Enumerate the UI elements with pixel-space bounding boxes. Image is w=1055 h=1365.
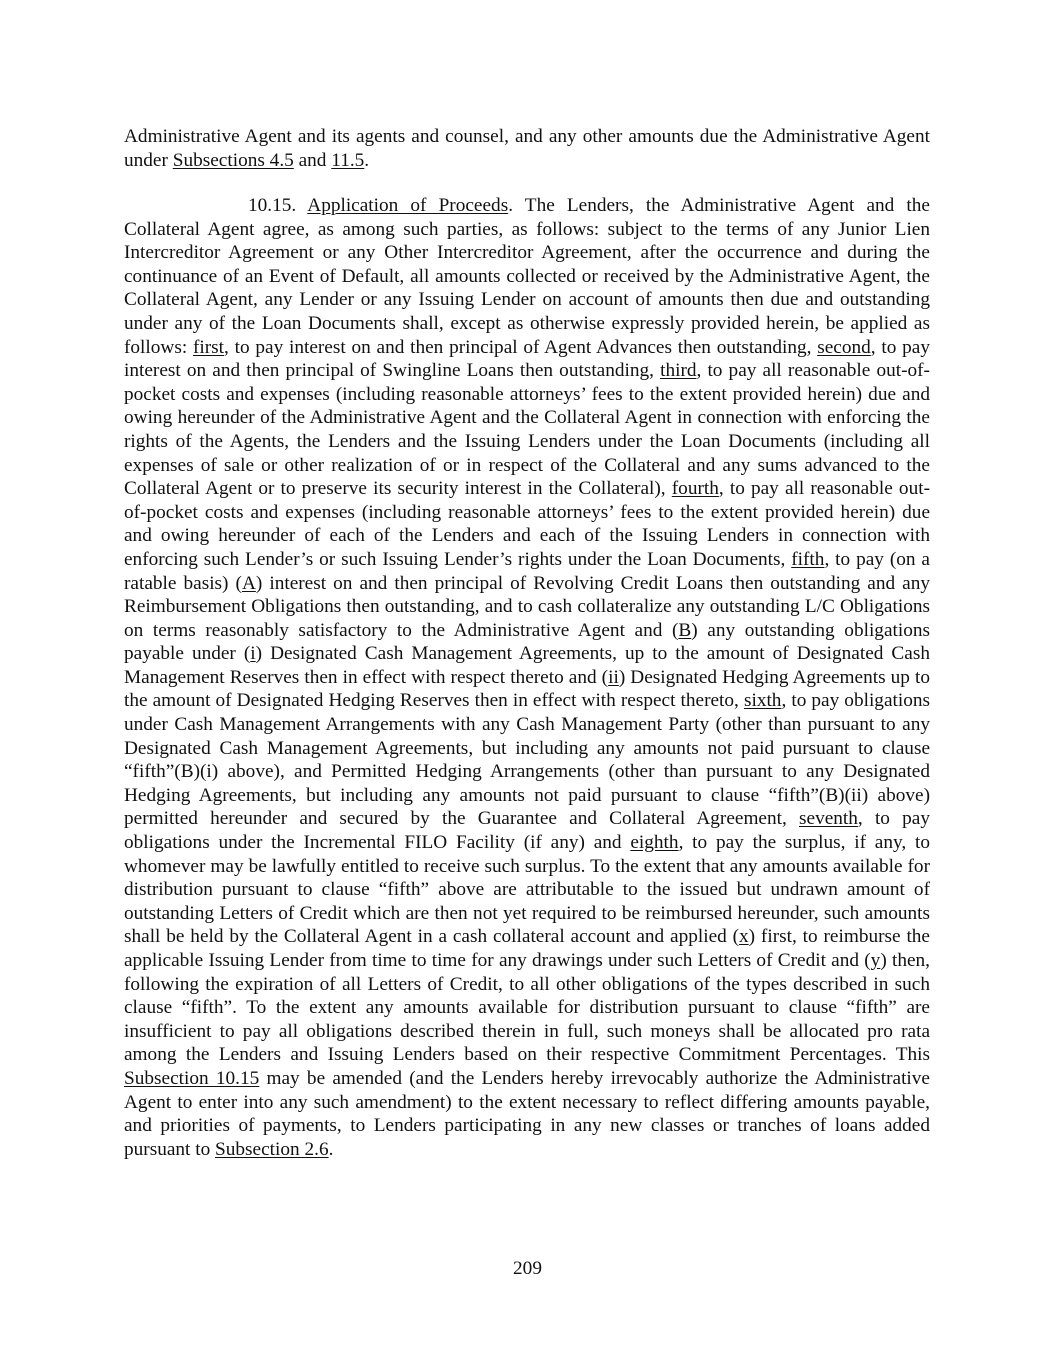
body-text: , to pay obligations under Cash Management Arrangements with any Cash Management Party (other than pursuant to any Designated Cash Management Agreements, but including any amounts not paid pursuant to clause “fifth”(B)(i) above), and Permitted Hedging Arrangements (other than pursuant to any Designated Hedging Agreements, but including any amounts not paid pursuant to clause “fifth”(B)(ii) above) permitted hereunder and secured by the Guarantee and Collateral Agreement, <box>124 690 931 830</box>
underlined-term: Subsection 10.15 <box>124 1067 260 1089</box>
underlined-term: fifth <box>791 548 825 570</box>
underlined-term: ii <box>608 666 619 688</box>
body-text: . <box>328 1138 334 1160</box>
underlined-term: Subsection 2.6 <box>215 1138 329 1160</box>
body-text: , to pay the surplus, if any, to whomever may be lawfully entitled to receive such surplus. To the extent that any amounts available for distribution pursuant to clause “fifth” above are attributable to the issued but undrawn amount of outstanding Letters of Credit which are then not yet required to be reimbursed hereunder, such amounts shall be held by the Collateral Agent in a cash collateral account and applied ( <box>124 832 930 948</box>
body-text: ) interest on and then principal of Revolving Credit Loans then outstanding and any Reimbursement Obligations then outstanding, and to cash collateralize any outstanding L/C Obligations on terms reasonably satisfactory to the Administrative Agent and ( <box>124 572 930 641</box>
cross-reference: 11.5 <box>331 149 365 171</box>
underlined-term: i <box>250 643 256 665</box>
paragraph-text: and <box>293 149 332 171</box>
body-text: ) then, following the expiration of all Letters of Credit, to all other obligations of the types described in such clause “fifth”. To the extent any amounts available for distribution pursuant to clause “fifth” are insufficient to pay all obligations described therein in full, such moneys shall be allocated pro rata among the Lenders and Issuing Lenders based on their respective Commitment Percentages. This <box>124 950 930 1066</box>
continued-paragraph <box>124 125 930 172</box>
body-text: , to pay interest on and then principal of Agent Advances then outstanding, <box>224 336 818 358</box>
paragraph-text: Administrative Agent and its agents and counsel, and any other amounts due the Administrative Agent under <box>124 126 930 171</box>
body-text: ) Designated Hedging Agreements up to the amount of Designated Hedging Reserves then in effect with respect thereto, <box>124 666 930 712</box>
body-text: . The Lenders, the Administrative Agent and the Collateral Agent agree, as among such parties, as follows: subject to the terms of any Junior Lien Intercreditor Agreement or any Other Intercreditor Agreement, after the occurrence and during the continuance of an Event of Default, all amounts collected or received by the Administrative Agent, the Collateral Agent, any Lender or any Issuing Lender on account of amounts then due and outstanding under any of the Loan Documents shall, except as otherwise expressly provided herein, be applied as follows: <box>124 195 930 358</box>
underlined-term: third <box>660 360 697 382</box>
body-text: , to pay (on a ratable basis) ( <box>124 548 930 594</box>
underlined-term: x <box>739 926 749 948</box>
body-text: ) any outstanding obligations payable under ( <box>124 619 930 665</box>
underlined-term: fourth <box>671 478 719 500</box>
body-text: may be amended (and the Lenders hereby irrevocably authorize the Administrative Agent to enter into any such amendment) to the extent necessary to reflect differing amounts payable, and priorities of payments, to Lenders participating in any new classes or tranches of loans added pursuant to <box>124 1067 930 1160</box>
page-number: 209 <box>513 1258 542 1279</box>
paragraph-text: . <box>364 149 370 171</box>
underlined-term: A <box>241 572 256 594</box>
underlined-term: eighth <box>630 832 679 854</box>
underlined-term: first <box>192 336 225 358</box>
body-text: ) Designated Cash Management Agreements, up to the amount of Designated Cash Management Reserves then in effect with respect thereto and ( <box>124 643 930 688</box>
section-number: 10.15. <box>248 195 297 216</box>
section-heading: Application of Proceeds <box>307 195 509 216</box>
underlined-term: second <box>817 336 871 358</box>
underlined-term: B <box>678 619 692 641</box>
section-body <box>124 195 930 1160</box>
body-text: ) first, to reimburse the applicable Issuing Lender from time to time for any drawings under such Letters of Credit and ( <box>124 926 930 971</box>
section-paragraph <box>124 194 930 1161</box>
underlined-term: y <box>870 950 881 971</box>
body-text: , to pay obligations under the Incremental FILO Facility (if any) and <box>124 808 930 854</box>
cross-reference: Subsections 4.5 <box>172 149 294 171</box>
body-text: , to pay all reasonable out-of-pocket costs and expenses (including reasonable attorneys’ fees to the extent provided herein) due and owing hereunder of the Administrative Agent and the Collateral Agent in connection with enforcing the rights of the Agents, the Lenders and the Issuing Lenders under the Loan Documents (including all expenses of sale or other realization of or in respect of the Collateral and any sums advanced to the Collateral Agent or to preserve its security interest in the Collateral), <box>124 360 930 500</box>
underlined-term: seventh <box>799 808 858 830</box>
body-text: , to pay interest on and then principal of Swingline Loans then outstanding, <box>124 336 930 382</box>
underlined-term: sixth <box>743 690 782 712</box>
body-text: , to pay all reasonable out-of-pocket costs and expenses (including reasonable attorneys’ fees to the extent provided herein) due and owing hereunder of each of the Lenders and each of the Issuing Lenders in connection with enforcing such Lender’s or such Issuing Lender’s rights under the Loan Documents, <box>124 478 930 570</box>
